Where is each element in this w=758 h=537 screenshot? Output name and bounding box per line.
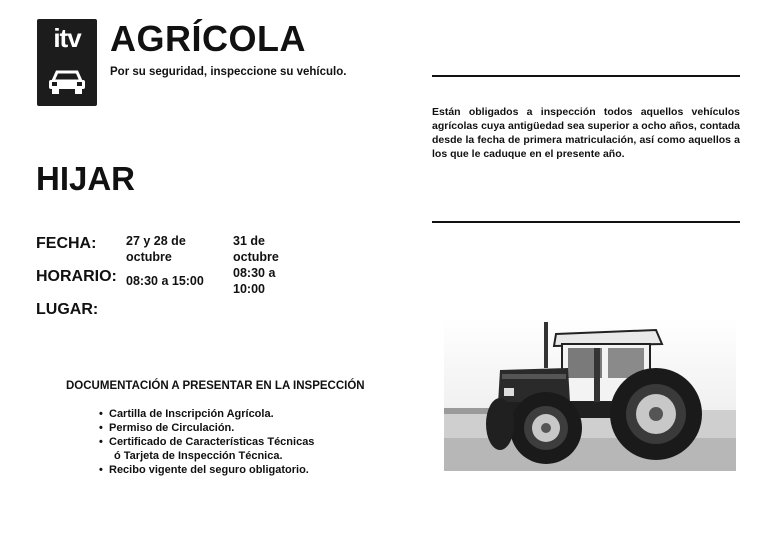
page-title: AGRÍCOLA (110, 18, 306, 59)
list-item: • Recibo vigente del seguro obligatorio. (99, 463, 314, 477)
slogan: Por su seguridad, inspeccione su vehículo. (110, 66, 347, 78)
city-name: HIJAR (36, 160, 136, 197)
divider-top (432, 75, 740, 77)
fecha-label: FECHA: (36, 235, 97, 252)
car-icon (47, 69, 87, 95)
tractor-photo (444, 318, 736, 471)
lugar-label: LUGAR: (36, 301, 99, 318)
list-item: • Permiso de Circulación. (99, 421, 314, 435)
list-item: • Certificado de Características Técnicas (99, 435, 314, 449)
logo-text: itv (53, 23, 81, 53)
fecha-col1: 27 y 28 de octubre (126, 234, 186, 264)
list-item: ó Tarjeta de Inspección Técnica. (114, 450, 283, 462)
horario-col1: 08:30 a 15:00 (126, 274, 204, 288)
divider-bottom (432, 221, 740, 223)
documentation-list (99, 407, 314, 477)
itv-logo (37, 19, 97, 106)
horario-label: HORARIO: (36, 268, 117, 285)
horario-col2: 08:30 a 10:00 (233, 266, 276, 296)
documentation-title: DOCUMENTACIÓN A PRESENTAR EN LA INSPECCIÓN (66, 380, 365, 392)
list-item: • Cartilla de Inscripción Agrícola. (99, 407, 314, 421)
inspection-notice: Están obligados a inspección todos aquellos vehículos agrícolas cuya antigüedad sea superior a ocho años, contada desde la fecha de primera matriculación, así como aquellos a los que le caduque en el presente año. (432, 106, 740, 160)
fecha-col2: 31 de octubre (233, 234, 279, 264)
